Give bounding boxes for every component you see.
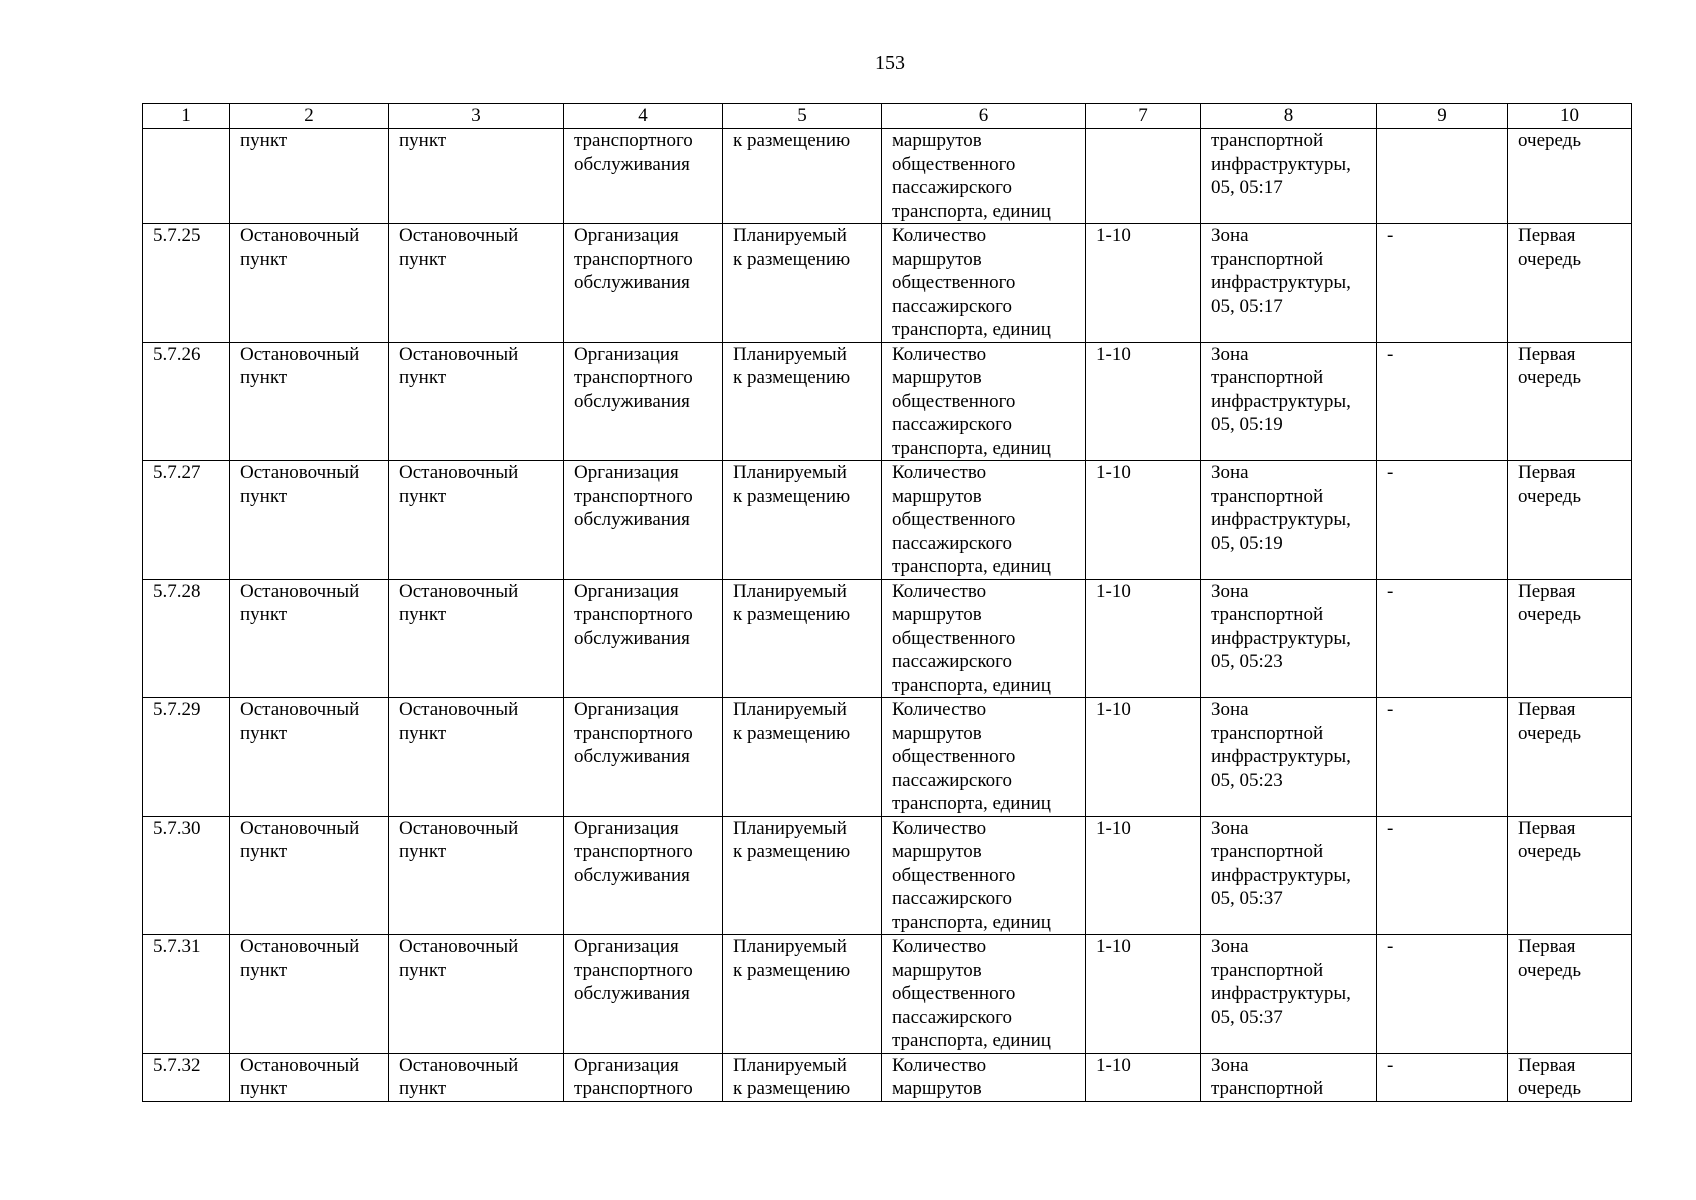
cell-status-text: Планируемый к размещению <box>733 817 851 862</box>
cell-value-text: 1-10 <box>1096 936 1131 957</box>
cell-stage-text: Первая очередь <box>1518 225 1582 270</box>
cell-stage <box>1508 342 1632 461</box>
cell-characteristic-text: Количество маршрутов общественного пассажирского транспорта, единиц <box>892 936 1051 1051</box>
table-body <box>143 129 1632 1102</box>
cell-object-type <box>230 579 389 698</box>
cell-protection-zone-text: - <box>1387 936 1394 957</box>
cell-stage-text: Первая очередь <box>1518 699 1582 744</box>
cell-value <box>1086 461 1201 580</box>
cell-object-type-text: Остановочный пункт <box>240 1054 360 1099</box>
cell-status-text: к размещению <box>733 130 851 151</box>
cell-object-type-text: пункт <box>240 130 288 151</box>
cell-object-name <box>389 1053 564 1101</box>
cell-status-text: Планируемый к размещению <box>733 343 851 388</box>
table-row <box>143 816 1632 935</box>
cell-zone-text: Зона транспортной инфраструктуры, 05, 05:23 <box>1211 699 1351 791</box>
column-header: 3 <box>389 104 564 129</box>
column-header: 9 <box>1377 104 1508 129</box>
cell-stage-text: Первая очередь <box>1518 817 1582 862</box>
cell-purpose <box>564 579 723 698</box>
cell-status <box>723 579 882 698</box>
cell-item-number <box>143 224 230 343</box>
cell-value <box>1086 1053 1201 1101</box>
cell-purpose <box>564 129 723 224</box>
cell-purpose <box>564 935 723 1054</box>
cell-stage <box>1508 461 1632 580</box>
cell-characteristic-text: Количество маршрутов общественного пассажирского транспорта, единиц <box>892 462 1051 577</box>
cell-protection-zone-text: - <box>1387 817 1394 839</box>
column-header: 2 <box>230 104 389 129</box>
cell-zone <box>1201 816 1377 935</box>
cell-characteristic-text: Количество маршрутов общественного пассажирского транспорта, единиц <box>892 817 1051 933</box>
cell-purpose-text: Организация транспортного обслуживания <box>574 936 693 1004</box>
table-row <box>143 935 1632 1054</box>
cell-characteristic <box>882 129 1086 224</box>
cell-purpose-text: Организация транспортного обслуживания <box>574 580 693 649</box>
cell-protection-zone <box>1377 342 1508 461</box>
cell-characteristic <box>882 461 1086 580</box>
cell-object-name <box>389 935 564 1054</box>
cell-characteristic <box>882 935 1086 1054</box>
cell-value <box>1086 698 1201 817</box>
cell-object-name-text: пункт <box>399 130 447 151</box>
cell-value-text: 1-10 <box>1096 225 1131 246</box>
cell-zone-text: Зона транспортной инфраструктуры, 05, 05:19 <box>1211 343 1351 435</box>
cell-object-name-text: Остановочный пункт <box>399 580 519 625</box>
cell-object-name-text: Остановочный пункт <box>399 343 519 388</box>
cell-object-type-text: Остановочный пункт <box>240 699 360 744</box>
cell-protection-zone <box>1377 129 1508 224</box>
cell-status-text: Планируемый к размещению <box>733 699 851 744</box>
cell-stage <box>1508 1053 1632 1101</box>
cell-purpose-text: Организация транспортного обслуживания <box>574 817 693 886</box>
cell-object-type <box>230 698 389 817</box>
cell-protection-zone-text: - <box>1387 699 1394 720</box>
cell-stage-text: Первая очередь <box>1518 936 1582 981</box>
cell-object-type-text: Остановочный пункт <box>240 462 360 507</box>
cell-stage-text: Первая очередь <box>1518 462 1582 507</box>
cell-status <box>723 1053 882 1101</box>
cell-zone-text: Зона транспортной инфраструктуры, 05, 05:37 <box>1211 936 1351 1028</box>
cell-protection-zone <box>1377 935 1508 1054</box>
cell-characteristic-text: маршрутов общественного пассажирского транспорта, единиц <box>892 130 1051 222</box>
cell-object-type-text: Остановочный пункт <box>240 580 360 625</box>
cell-item-number <box>143 129 230 224</box>
cell-object-type-text: Остановочный пункт <box>240 817 360 862</box>
cell-item-number-text: 5.7.31 <box>153 936 201 957</box>
cell-purpose <box>564 816 723 935</box>
cell-characteristic-text: Количество маршрутов общественного пассажирского транспорта, единиц <box>892 699 1051 814</box>
column-header: 4 <box>564 104 723 129</box>
cell-status-text: Планируемый к размещению <box>733 936 851 981</box>
cell-item-number <box>143 1053 230 1101</box>
header-row <box>143 104 1632 129</box>
cell-value-text: 1-10 <box>1096 699 1131 720</box>
cell-object-name <box>389 816 564 935</box>
table-row <box>143 461 1632 580</box>
data-table <box>142 103 1632 1102</box>
table-row <box>143 129 1632 224</box>
column-header: 10 <box>1508 104 1632 129</box>
cell-zone <box>1201 579 1377 698</box>
cell-status-text: Планируемый к размещению <box>733 580 851 625</box>
table-row <box>143 224 1632 343</box>
cell-stage <box>1508 816 1632 935</box>
cell-zone <box>1201 342 1377 461</box>
cell-value-text: 1-10 <box>1096 462 1131 483</box>
cell-item-number <box>143 816 230 935</box>
column-header: 7 <box>1086 104 1201 129</box>
cell-purpose-text: Организация транспортного обслуживания <box>574 462 693 530</box>
cell-status-text: Планируемый к размещению <box>733 462 851 507</box>
cell-object-type-text: Остановочный пункт <box>240 343 360 388</box>
cell-stage-text: очередь <box>1518 130 1582 151</box>
cell-value <box>1086 342 1201 461</box>
cell-status <box>723 935 882 1054</box>
cell-object-type <box>230 816 389 935</box>
cell-object-type <box>230 935 389 1054</box>
cell-protection-zone <box>1377 224 1508 343</box>
cell-characteristic-text: Количество маршрутов общественного пассажирского транспорта, единиц <box>892 343 1051 459</box>
cell-item-number <box>143 461 230 580</box>
cell-object-name-text: Остановочный пункт <box>399 462 519 507</box>
cell-characteristic <box>882 342 1086 461</box>
cell-object-name-text: Остановочный пункт <box>399 225 519 270</box>
cell-zone <box>1201 461 1377 580</box>
cell-value-text: 1-10 <box>1096 1054 1131 1076</box>
cell-protection-zone-text: - <box>1387 462 1394 483</box>
cell-protection-zone <box>1377 698 1508 817</box>
cell-status <box>723 342 882 461</box>
cell-item-number-text: 5.7.28 <box>153 580 201 602</box>
cell-status <box>723 461 882 580</box>
cell-characteristic <box>882 579 1086 698</box>
cell-item-number-text: 5.7.32 <box>153 1054 201 1076</box>
cell-characteristic-text: Количество маршрутов <box>892 1054 987 1099</box>
cell-value <box>1086 224 1201 343</box>
cell-object-name-text: Остановочный пункт <box>399 817 519 862</box>
cell-object-name <box>389 461 564 580</box>
cell-purpose-text: транспортного обслуживания <box>574 130 693 175</box>
cell-stage <box>1508 698 1632 817</box>
cell-stage-text: Первая очередь <box>1518 580 1582 625</box>
cell-item-number <box>143 579 230 698</box>
column-header: 6 <box>882 104 1086 129</box>
cell-protection-zone-text: - <box>1387 1054 1394 1076</box>
cell-object-type-text: Остановочный пункт <box>240 225 360 270</box>
cell-characteristic <box>882 816 1086 935</box>
cell-value-text: 1-10 <box>1096 817 1131 839</box>
cell-purpose-text: Организация транспортного обслуживания <box>574 699 693 767</box>
cell-item-number <box>143 342 230 461</box>
cell-zone-text: Зона транспортной инфраструктуры, 05, 05:23 <box>1211 580 1351 672</box>
cell-value-text: 1-10 <box>1096 580 1131 602</box>
cell-value <box>1086 816 1201 935</box>
cell-object-type <box>230 129 389 224</box>
cell-stage <box>1508 935 1632 1054</box>
cell-zone-text: Зона транспортной инфраструктуры, 05, 05:19 <box>1211 462 1351 554</box>
cell-zone <box>1201 698 1377 817</box>
cell-stage-text: Первая очередь <box>1518 1054 1582 1099</box>
cell-purpose-text: Организация транспортного обслуживания <box>574 225 693 293</box>
cell-object-type <box>230 342 389 461</box>
cell-item-number-text: 5.7.29 <box>153 699 201 720</box>
cell-value-text: 1-10 <box>1096 343 1131 365</box>
table-row <box>143 698 1632 817</box>
cell-protection-zone <box>1377 1053 1508 1101</box>
cell-characteristic <box>882 1053 1086 1101</box>
cell-value <box>1086 579 1201 698</box>
cell-object-name <box>389 579 564 698</box>
cell-object-type <box>230 224 389 343</box>
cell-status <box>723 816 882 935</box>
cell-object-type-text: Остановочный пункт <box>240 936 360 981</box>
cell-stage <box>1508 129 1632 224</box>
cell-stage <box>1508 224 1632 343</box>
cell-protection-zone <box>1377 816 1508 935</box>
cell-zone <box>1201 1053 1377 1101</box>
cell-zone-text: Зона транспортной инфраструктуры, 05, 05:17 <box>1211 225 1351 317</box>
cell-zone <box>1201 129 1377 224</box>
cell-purpose <box>564 461 723 580</box>
cell-characteristic <box>882 224 1086 343</box>
cell-object-type <box>230 1053 389 1101</box>
cell-purpose <box>564 342 723 461</box>
cell-object-name <box>389 129 564 224</box>
cell-characteristic-text: Количество маршрутов общественного пассажирского транспорта, единиц <box>892 580 1051 696</box>
cell-item-number <box>143 935 230 1054</box>
cell-zone-text: Зона транспортной <box>1211 1054 1324 1099</box>
cell-object-name <box>389 224 564 343</box>
cell-value <box>1086 129 1201 224</box>
page-number: 153 <box>875 52 905 74</box>
cell-object-name <box>389 698 564 817</box>
cell-characteristic-text: Количество маршрутов общественного пассажирского транспорта, единиц <box>892 225 1051 340</box>
cell-object-name-text: Остановочный пункт <box>399 936 519 981</box>
cell-characteristic <box>882 698 1086 817</box>
cell-protection-zone <box>1377 461 1508 580</box>
cell-zone-text: Зона транспортной инфраструктуры, 05, 05:37 <box>1211 817 1351 909</box>
cell-status <box>723 698 882 817</box>
cell-item-number <box>143 698 230 817</box>
cell-status <box>723 129 882 224</box>
table-row <box>143 342 1632 461</box>
cell-value <box>1086 935 1201 1054</box>
cell-status-text: Планируемый к размещению <box>733 225 851 270</box>
column-header: 1 <box>143 104 230 129</box>
cell-object-type <box>230 461 389 580</box>
cell-item-number-text: 5.7.30 <box>153 817 201 839</box>
cell-purpose-text: Организация транспортного обслуживания <box>574 343 693 412</box>
table-row <box>143 1053 1632 1101</box>
cell-purpose <box>564 698 723 817</box>
cell-status-text: Планируемый к размещению <box>733 1054 851 1099</box>
cell-zone <box>1201 935 1377 1054</box>
cell-object-name <box>389 342 564 461</box>
cell-protection-zone-text: - <box>1387 343 1394 365</box>
cell-object-name-text: Остановочный пункт <box>399 699 519 744</box>
cell-zone-text: транспортной инфраструктуры, 05, 05:17 <box>1211 130 1351 198</box>
cell-item-number-text: 5.7.27 <box>153 462 201 483</box>
column-header: 8 <box>1201 104 1377 129</box>
cell-stage-text: Первая очередь <box>1518 343 1582 388</box>
cell-purpose-text: Организация транспортного <box>574 1054 693 1099</box>
cell-item-number-text: 5.7.25 <box>153 225 201 246</box>
cell-purpose <box>564 224 723 343</box>
cell-protection-zone <box>1377 579 1508 698</box>
table-row <box>143 579 1632 698</box>
cell-purpose <box>564 1053 723 1101</box>
cell-protection-zone-text: - <box>1387 580 1394 602</box>
column-header: 5 <box>723 104 882 129</box>
cell-stage <box>1508 579 1632 698</box>
cell-item-number-text: 5.7.26 <box>153 343 201 365</box>
cell-status <box>723 224 882 343</box>
cell-zone <box>1201 224 1377 343</box>
cell-object-name-text: Остановочный пункт <box>399 1054 519 1099</box>
cell-protection-zone-text: - <box>1387 225 1394 246</box>
